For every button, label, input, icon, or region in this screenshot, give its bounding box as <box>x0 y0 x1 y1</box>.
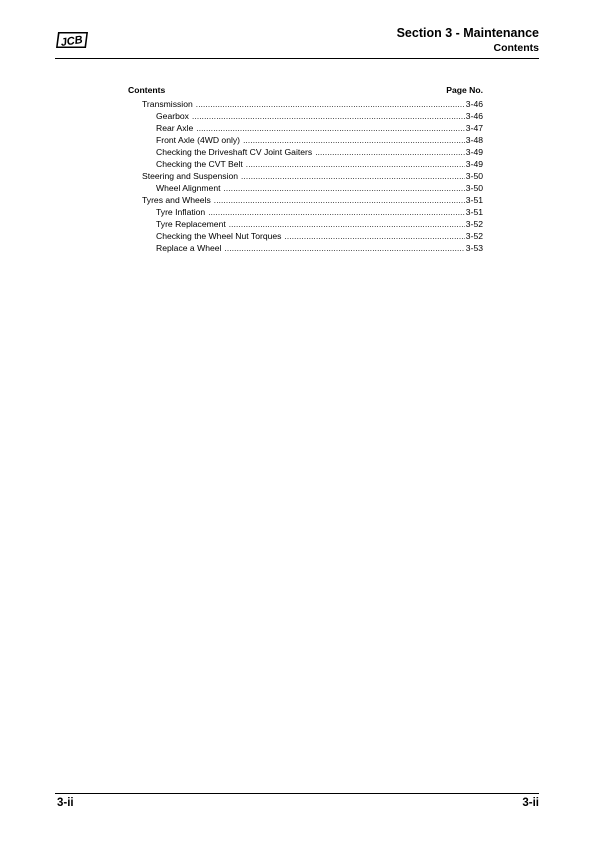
toc-entry-title: Gearbox <box>156 111 189 121</box>
toc-leader-dots <box>208 207 465 219</box>
toc-entry-title: Rear Axle <box>156 123 194 133</box>
toc-entry[interactable] <box>128 98 483 110</box>
toc-leader-dots <box>284 231 464 243</box>
toc-entry-page: 3-49 <box>465 147 483 157</box>
toc-entry[interactable] <box>128 182 483 194</box>
toc-leader-dots <box>246 159 465 171</box>
toc-entry[interactable] <box>128 122 483 134</box>
toc-entry-page: 3-48 <box>465 135 483 145</box>
toc-entry-page: 3-52 <box>465 231 483 241</box>
toc-entry-page: 3-51 <box>465 207 483 217</box>
toc-entry-page: 3-51 <box>465 195 483 205</box>
toc-entry[interactable] <box>128 146 483 158</box>
toc-entry-page: 3-53 <box>465 243 483 253</box>
toc-entry-page: 3-47 <box>465 123 483 133</box>
toc-entry-title: Wheel Alignment <box>156 183 221 193</box>
toc-entry[interactable] <box>128 242 483 254</box>
toc-entry-page: 3-49 <box>465 159 483 169</box>
toc-entry[interactable] <box>128 206 483 218</box>
section-subtitle: Contents <box>493 42 539 54</box>
footer-page-number-left: 3-ii <box>57 797 74 809</box>
toc-entry[interactable] <box>128 170 483 182</box>
footer-page-number-right: 3-ii <box>522 797 539 809</box>
jcb-logo <box>55 31 89 49</box>
header-divider <box>55 58 539 59</box>
toc-entry-page: 3-50 <box>465 171 483 181</box>
toc-entry-title: Tyre Inflation <box>156 207 206 217</box>
toc-entry-title: Steering and Suspension <box>142 171 239 181</box>
toc-entry[interactable] <box>128 134 483 146</box>
toc-entry-title: Tyres and Wheels <box>142 195 211 205</box>
toc-entry[interactable] <box>128 110 483 122</box>
toc-entry-title: Transmission <box>142 99 193 109</box>
toc-contents-label: Contents <box>128 85 166 95</box>
toc-leader-dots <box>196 99 465 111</box>
toc-entry-page: 3-50 <box>465 183 483 193</box>
toc-page-label: Page No. <box>446 85 483 95</box>
toc-entry-page: 3-52 <box>465 219 483 229</box>
toc-entries <box>128 98 483 254</box>
toc-entry-title: Replace a Wheel <box>156 243 222 253</box>
toc-entry-title: Checking the Driveshaft CV Joint Gaiters <box>156 147 313 157</box>
toc-header <box>128 84 483 96</box>
toc-leader-dots <box>241 171 465 183</box>
toc-entry[interactable] <box>128 230 483 242</box>
toc-leader-dots <box>214 195 465 207</box>
toc-leader-dots <box>224 183 465 195</box>
footer-divider <box>55 793 539 794</box>
toc-entry-title: Front Axle (4WD only) <box>156 135 241 145</box>
section-title: Section 3 - Maintenance <box>396 26 539 40</box>
toc-entry[interactable] <box>128 158 483 170</box>
svg-text:JCB: JCB <box>59 34 84 49</box>
toc-entry-page: 3-46 <box>465 99 483 109</box>
toc-entry-title: Checking the CVT Belt <box>156 159 243 169</box>
toc-entry[interactable] <box>128 194 483 206</box>
toc-leader-dots <box>192 111 465 123</box>
toc-leader-dots <box>315 147 465 159</box>
toc-leader-dots <box>224 243 464 255</box>
toc-entry[interactable] <box>128 218 483 230</box>
table-of-contents <box>128 84 483 254</box>
jcb-logo-icon <box>55 31 89 49</box>
toc-entry-page: 3-46 <box>465 111 483 121</box>
toc-entry-title: Checking the Wheel Nut Torques <box>156 231 282 241</box>
toc-entry-title: Tyre Replacement <box>156 219 226 229</box>
